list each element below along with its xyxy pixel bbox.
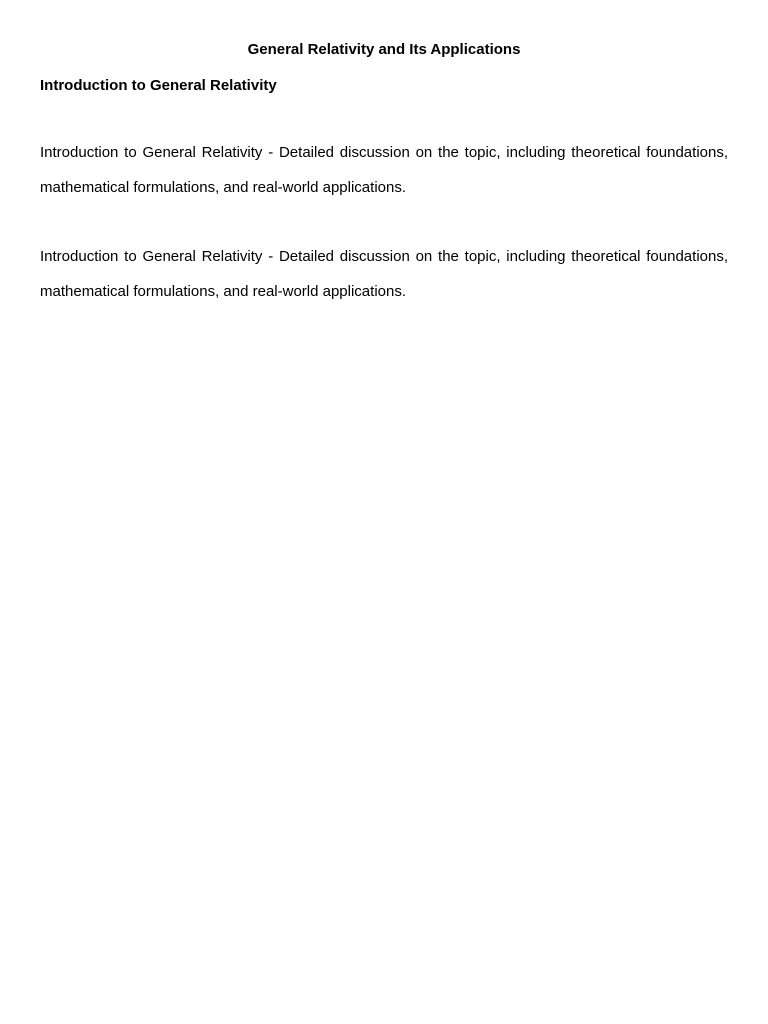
body-paragraph: Introduction to General Relativity - Detailed discussion on the topic, including theoretical foundations, mathematical formulations, and real-world applications. xyxy=(40,248,728,300)
body-paragraph: Introduction to General Relativity - Detailed discussion on the topic, including theoretical foundations, mathematical formulations, and real-world applications. xyxy=(40,144,728,196)
section-heading: Introduction to General Relativity xyxy=(40,77,277,94)
document-title: General Relativity and Its Applications xyxy=(247,41,521,58)
